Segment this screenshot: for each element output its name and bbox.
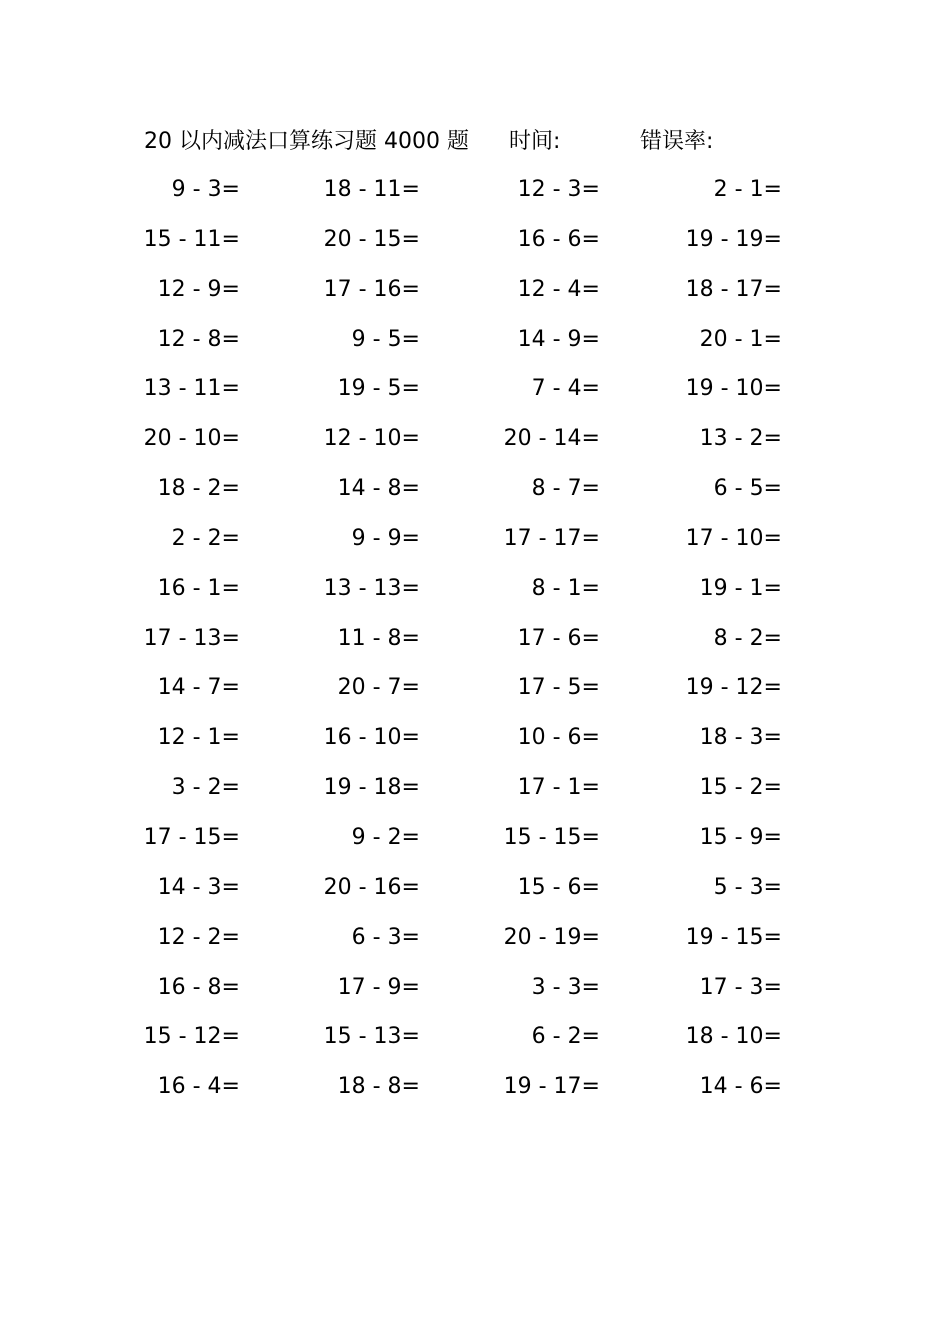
problem-row bbox=[0, 870, 950, 920]
problem-cell: 19 - 15= bbox=[685, 924, 782, 950]
problem-row bbox=[0, 471, 950, 521]
problem-cell: 12 - 10= bbox=[323, 426, 420, 452]
problem-cell: 7 - 4= bbox=[531, 376, 600, 402]
problem-cell: 20 - 1= bbox=[699, 326, 782, 352]
problem-row bbox=[0, 521, 950, 571]
problem-cell: 19 - 18= bbox=[323, 775, 420, 801]
problem-row bbox=[0, 720, 950, 770]
problem-cell: 12 - 4= bbox=[517, 276, 600, 302]
problem-cell: 17 - 17= bbox=[503, 525, 600, 551]
problem-cell: 15 - 12= bbox=[143, 1024, 240, 1050]
problem-cell: 14 - 9= bbox=[517, 326, 600, 352]
problem-cell: 17 - 1= bbox=[517, 775, 600, 801]
problem-cell: 9 - 3= bbox=[171, 177, 240, 202]
problem-cell: 18 - 8= bbox=[337, 1074, 420, 1100]
problem-cell: 15 - 11= bbox=[143, 226, 240, 252]
problem-row bbox=[0, 970, 950, 1020]
problem-cell: 13 - 11= bbox=[143, 376, 240, 402]
problem-cell: 11 - 8= bbox=[337, 625, 420, 651]
problem-cell: 6 - 5= bbox=[713, 476, 782, 502]
problem-cell: 3 - 2= bbox=[171, 775, 240, 801]
problem-row bbox=[0, 1019, 950, 1069]
problem-cell: 14 - 7= bbox=[157, 675, 240, 701]
problem-row bbox=[0, 371, 950, 421]
problem-cell: 15 - 2= bbox=[699, 775, 782, 801]
problem-cell: 17 - 10= bbox=[685, 525, 782, 551]
problem-cell: 19 - 10= bbox=[685, 376, 782, 402]
problem-cell: 20 - 14= bbox=[503, 426, 600, 452]
problem-row bbox=[0, 770, 950, 820]
problem-cell: 14 - 3= bbox=[157, 874, 240, 900]
problem-cell: 15 - 13= bbox=[323, 1024, 420, 1050]
problem-cell: 16 - 8= bbox=[157, 974, 240, 1000]
problem-row bbox=[0, 670, 950, 720]
problem-cell: 5 - 3= bbox=[713, 874, 782, 900]
problem-cell: 12 - 8= bbox=[157, 326, 240, 352]
problem-cell: 19 - 12= bbox=[685, 675, 782, 701]
problem-cell: 6 - 3= bbox=[351, 924, 420, 950]
problem-cell: 15 - 9= bbox=[699, 824, 782, 850]
problem-cell: 20 - 10= bbox=[143, 426, 240, 452]
problem-cell: 2 - 2= bbox=[171, 525, 240, 551]
problem-cell: 20 - 19= bbox=[503, 924, 600, 950]
problem-row bbox=[0, 222, 950, 272]
problem-cell: 17 - 13= bbox=[143, 625, 240, 651]
problem-cell: 20 - 7= bbox=[337, 675, 420, 701]
time-label: 时间: bbox=[509, 129, 561, 154]
problem-row bbox=[0, 820, 950, 870]
problem-cell: 8 - 2= bbox=[713, 625, 782, 651]
problem-row bbox=[0, 421, 950, 471]
error-rate-label: 错误率: bbox=[640, 129, 714, 154]
problem-row bbox=[0, 621, 950, 671]
problem-cell: 8 - 7= bbox=[531, 476, 600, 502]
problem-cell: 13 - 13= bbox=[323, 575, 420, 601]
problem-row bbox=[0, 571, 950, 621]
problem-cell: 9 - 2= bbox=[351, 824, 420, 850]
problem-grid bbox=[0, 172, 950, 1119]
problem-row bbox=[0, 172, 950, 222]
problem-cell: 14 - 8= bbox=[337, 476, 420, 502]
problem-cell: 17 - 15= bbox=[143, 824, 240, 850]
problem-row bbox=[0, 920, 950, 970]
problem-cell: 10 - 6= bbox=[517, 725, 600, 751]
worksheet-title: 20 以内减法口算练习题 4000 题 bbox=[144, 129, 469, 154]
problem-cell: 3 - 3= bbox=[531, 974, 600, 1000]
problem-cell: 17 - 9= bbox=[337, 974, 420, 1000]
problem-cell: 17 - 5= bbox=[517, 675, 600, 701]
problem-cell: 18 - 11= bbox=[323, 177, 420, 202]
problem-cell: 14 - 6= bbox=[699, 1074, 782, 1100]
problem-cell: 12 - 9= bbox=[157, 276, 240, 302]
problem-cell: 2 - 1= bbox=[713, 177, 782, 202]
problem-row bbox=[0, 1069, 950, 1119]
worksheet-header bbox=[0, 124, 950, 160]
problem-cell: 17 - 16= bbox=[323, 276, 420, 302]
problem-row bbox=[0, 322, 950, 372]
problem-cell: 19 - 19= bbox=[685, 226, 782, 252]
problem-cell: 15 - 6= bbox=[517, 874, 600, 900]
problem-cell: 17 - 3= bbox=[699, 974, 782, 1000]
problem-cell: 16 - 6= bbox=[517, 226, 600, 252]
problem-cell: 18 - 3= bbox=[699, 725, 782, 751]
problem-cell: 19 - 17= bbox=[503, 1074, 600, 1100]
problem-cell: 6 - 2= bbox=[531, 1024, 600, 1050]
problem-cell: 12 - 3= bbox=[517, 177, 600, 202]
problem-cell: 20 - 16= bbox=[323, 874, 420, 900]
problem-cell: 13 - 2= bbox=[699, 426, 782, 452]
problem-cell: 16 - 1= bbox=[157, 575, 240, 601]
problem-cell: 18 - 17= bbox=[685, 276, 782, 302]
problem-cell: 18 - 10= bbox=[685, 1024, 782, 1050]
problem-cell: 17 - 6= bbox=[517, 625, 600, 651]
problem-row bbox=[0, 272, 950, 322]
problem-cell: 16 - 4= bbox=[157, 1074, 240, 1100]
problem-cell: 12 - 2= bbox=[157, 924, 240, 950]
problem-cell: 20 - 15= bbox=[323, 226, 420, 252]
problem-cell: 9 - 9= bbox=[351, 525, 420, 551]
problem-cell: 18 - 2= bbox=[157, 476, 240, 502]
problem-cell: 15 - 15= bbox=[503, 824, 600, 850]
problem-cell: 12 - 1= bbox=[157, 725, 240, 751]
problem-cell: 9 - 5= bbox=[351, 326, 420, 352]
problem-cell: 16 - 10= bbox=[323, 725, 420, 751]
problem-cell: 19 - 1= bbox=[699, 575, 782, 601]
problem-cell: 8 - 1= bbox=[531, 575, 600, 601]
problem-cell: 19 - 5= bbox=[337, 376, 420, 402]
